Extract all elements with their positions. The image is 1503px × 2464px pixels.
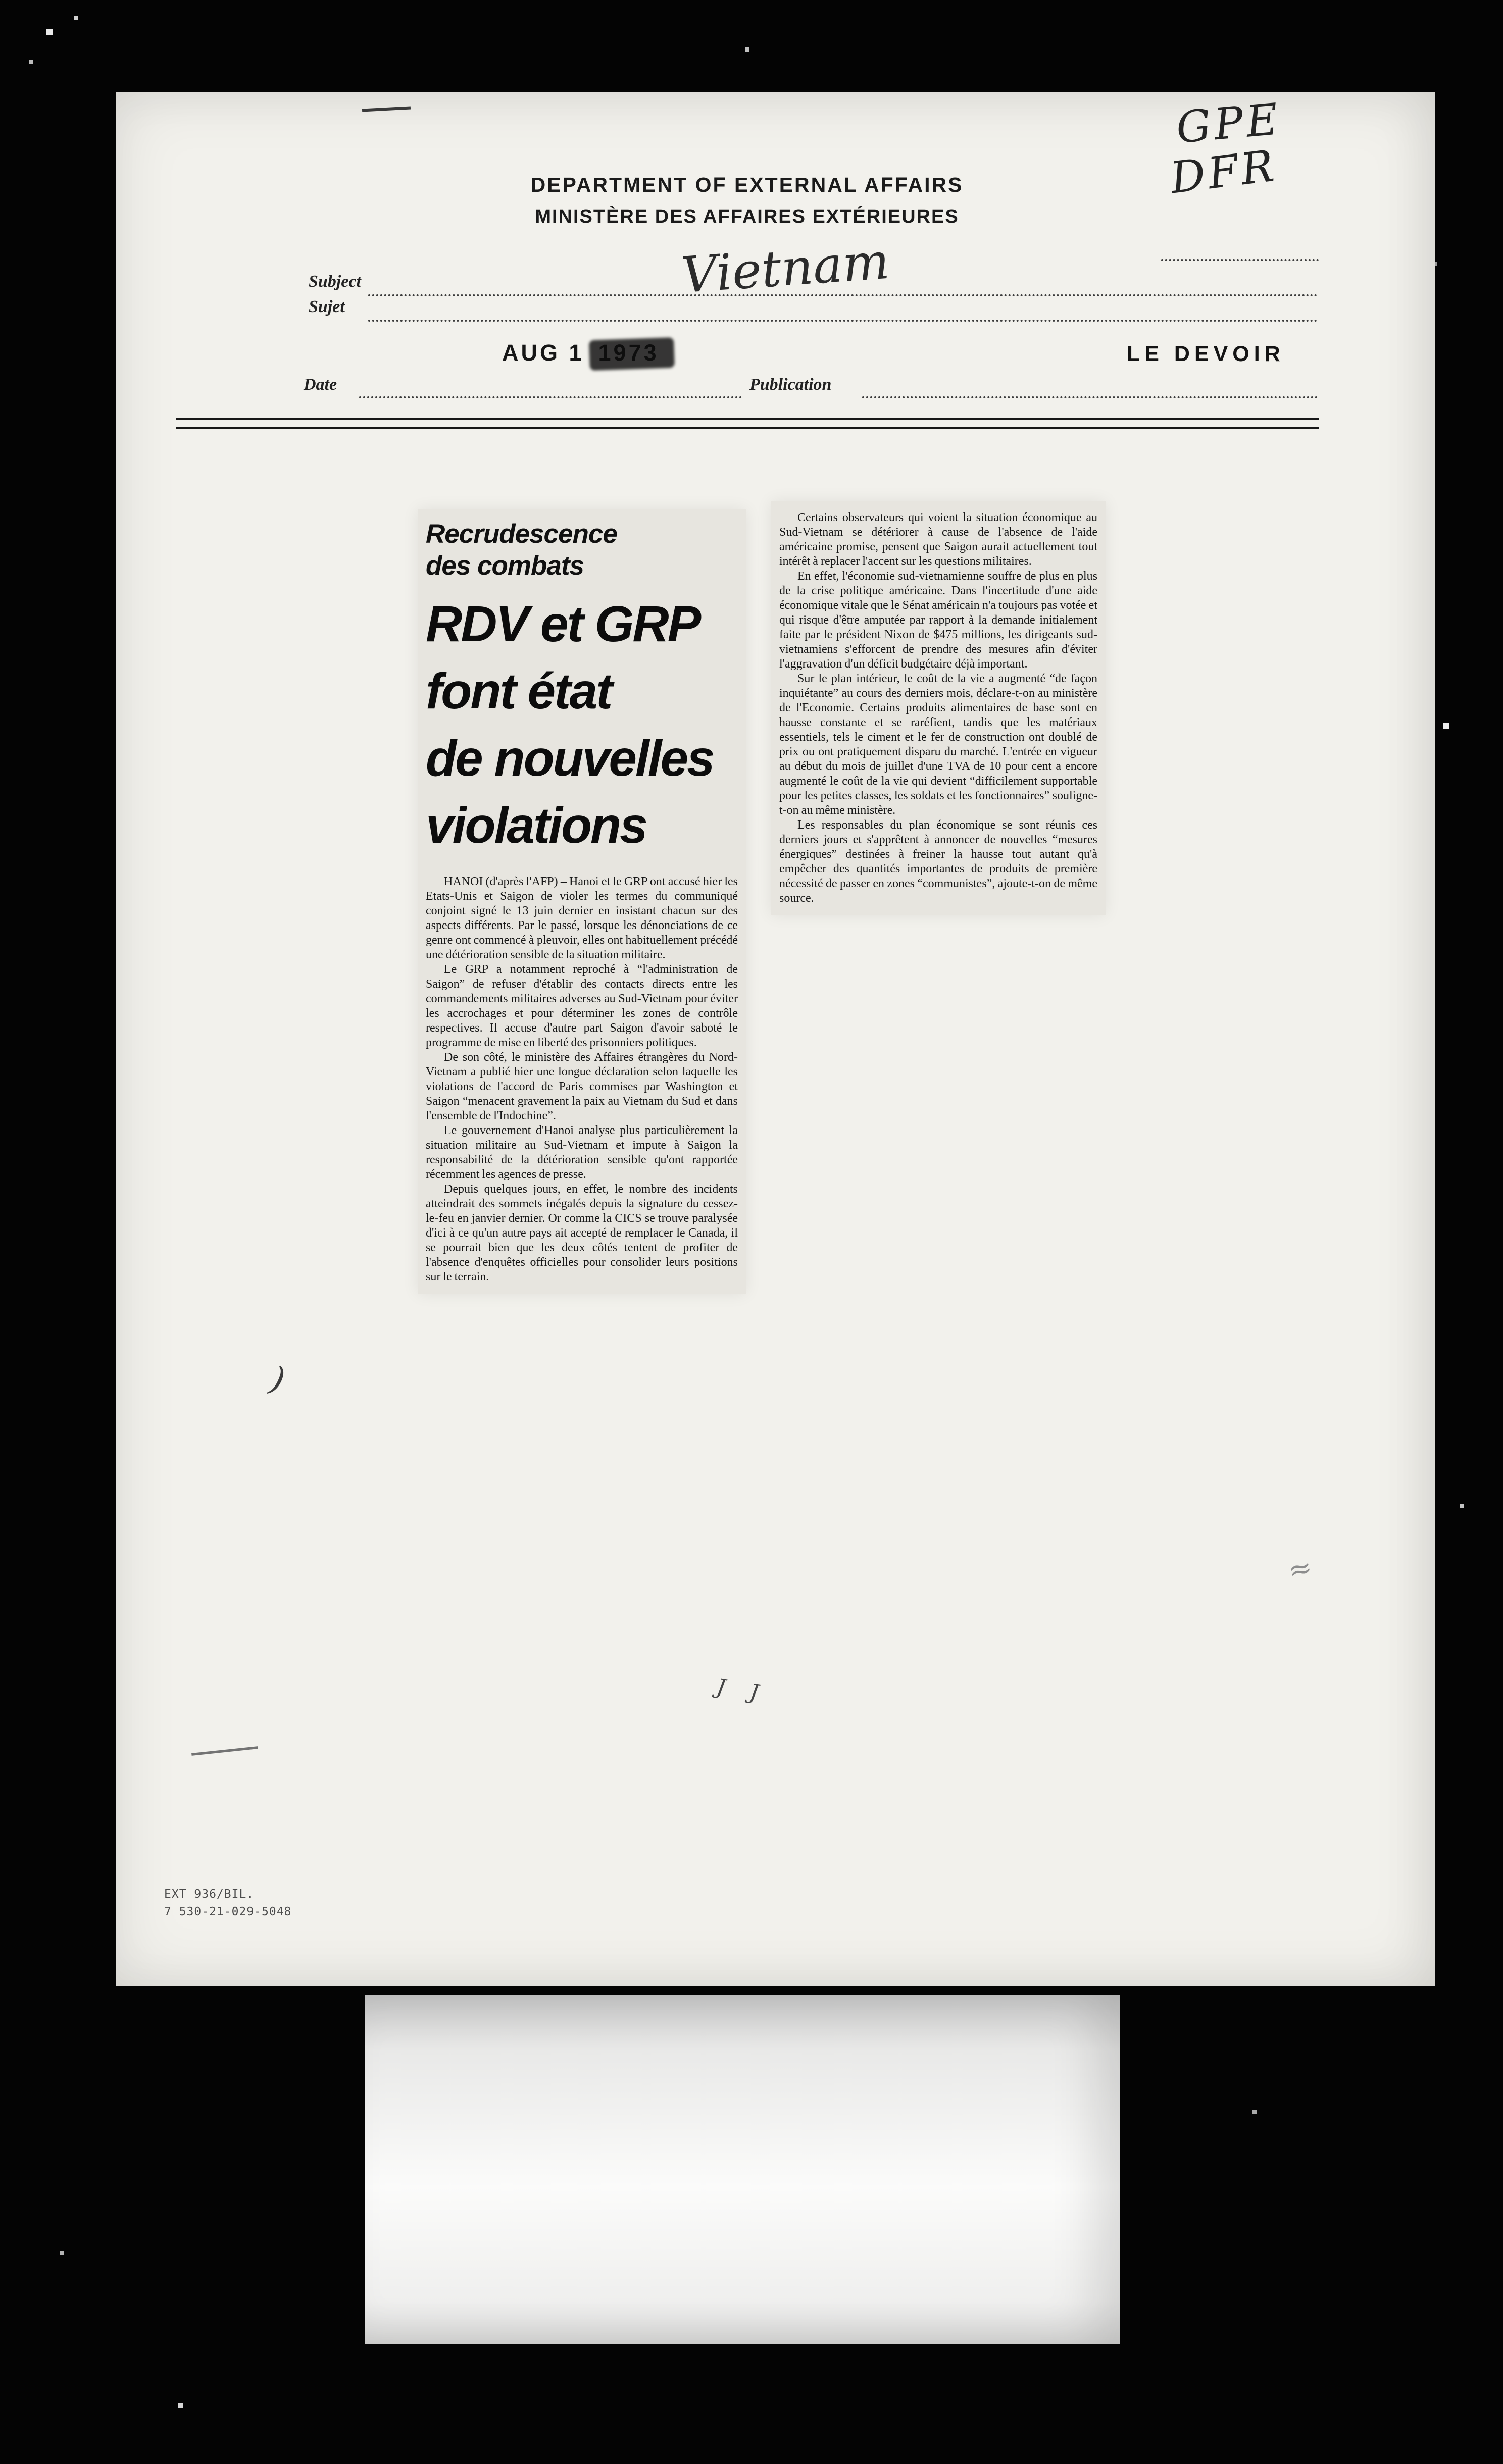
article-paragraph: Sur le plan intérieur, le coût de la vie a augmenté “de façon inquiétante” au cours des derniers mois, déclare-t-on au ministère de l'Economie. Certains produits alimentaires de base sont en hausse constante et se raréfient, tandis que les matériaux essentiels, tels le ciment et le fer de construction ont doublé de prix ou ont pratiquement disparu du marché. L'entrée en vigueur au début du mois de juillet d'une TVA de 10 pour cent a encore augmenté le coût de la vie qui devient “difficilement supportable pour les petites classes, les soldats et les fonctionnaires” souligne-t-on au même ministère.: [779, 672, 1097, 817]
ink-smudge: [589, 337, 675, 371]
subject-dotted-line: [368, 294, 1318, 296]
publication-label: Publication: [749, 375, 832, 394]
handwritten-annotation-dfr: DFR: [1167, 140, 1280, 204]
article-headline: [426, 591, 738, 859]
pen-bottom-marks: J J: [715, 1674, 770, 1707]
article-paragraph: De son côté, le ministère des Affaires étrangères du Nord-Vietnam a publié hier une longue déclaration selon laquelle les violations de l'accord de Paris commises par Washington et Saigon “menacent gravement la paix au Vietnam du Sud et dans l'ensemble de l'Indochine”.: [426, 1051, 738, 1123]
pencil-check-mark: ≈: [1285, 1550, 1316, 1588]
department-name-english: DEPARTMENT OF EXTERNAL AFFAIRS: [530, 173, 964, 196]
article-paragraph: Les responsables du plan économique se sont réunis ces derniers jours et s'apprêtent à annoncer de nouvelles “mesures énergiques” destinées à freiner la hausse tout autant qu'à empêcher des quantités importantes de produits de première nécessité de passer en zones “communistes”, ajoute-t-on de même source.: [779, 818, 1097, 905]
article-body-left: [426, 875, 738, 1285]
attached-blank-sheet: [365, 1995, 1120, 2344]
pen-dash-mark: [362, 106, 411, 112]
sujet-label: Sujet: [309, 297, 345, 316]
kicker-line: Recrudescence: [426, 519, 617, 549]
horizontal-rule-top: [176, 418, 1319, 420]
pen-margin-mark: ): [267, 1359, 289, 1400]
headline-line: RDV et GRP: [426, 596, 700, 653]
article-paragraph: En effet, l'économie sud-vietnamienne souffre de plus en plus de la crise politique américaine. Dans l'incertitude d'une aide économique vitale que le Sénat américain n'a toujours pas votée et qui risque d'être amputée par rapport à la demande initialement faite par le président Nixon de $475 millions, les dirigeants sud-vietnamiens s'efforcent de prendre des mesures afin d'éviter l'aggravation d'un déficit budgétaire déjà important.: [779, 570, 1097, 671]
article-paragraph: Le gouvernement d'Hanoi analyse plus particulièrement la situation militaire au Sud-Vietnam et impute à Saigon la responsabilité de la détérioration sensible qu'ont rapportée récemment les agences de presse.: [426, 1124, 738, 1182]
form-number-line2: 7 530-21-029-5048: [164, 1905, 292, 1918]
stamp-month-day: AUG 1: [502, 340, 584, 366]
form-number-line1: EXT 936/BIL.: [164, 1888, 255, 1901]
headline-line: violations: [426, 797, 646, 854]
article-paragraph: Certains observateurs qui voient la situation économique au Sud-Vietnam se détériorer à cause de l'absence de l'aide américaine promise, pensent que Saigon aurait actuellement tout intérêt à replacer l'accent sur les questions militaires.: [779, 511, 1097, 568]
article-body-right: [779, 510, 1097, 906]
department-name-french: MINISTÈRE DES AFFAIRES EXTÉRIEURES: [535, 206, 959, 227]
date-label: Date: [304, 375, 337, 394]
clipping-right-column: [771, 501, 1106, 915]
article-paragraph: HANOI (d'après l'AFP) – Hanoi et le GRP ont accusé hier les Etats-Unis et Saigon de violer les termes du communiqué conjoint signé le 13 juin dernier en insistant chacun sur des aspects différents. Par le passé, lorsque les dénonciations de ce genre ont commencé à pleuvoir, elles ont habituellement précédé une détérioration sensible de la situation militaire.: [426, 875, 738, 962]
subject-label: Subject: [309, 272, 361, 291]
document-page: [116, 92, 1435, 1986]
horizontal-rule-bottom: [176, 427, 1319, 429]
publication-stamp: LE DEVOIR: [1127, 342, 1285, 366]
handwritten-subject-value: Vietnam: [679, 232, 891, 305]
top-right-dotted-line: [1161, 259, 1319, 261]
publication-dotted-line: [862, 396, 1318, 398]
handwritten-annotation-gpe: GPE: [1174, 94, 1283, 153]
article-paragraph: Le GRP a notamment reproché à “l'administration de Saigon” de refuser d'établir des contacts directs entre les commandements militaires adverses au Sud-Vietnam pour éviter les accrochages et pour déterminer les zones de contrôle respectives. Il accuse d'autre part Saigon d'avoir saboté le programme de mise en liberté des prisonniers politiques.: [426, 963, 738, 1050]
date-dotted-line: [359, 396, 742, 398]
pencil-dash-mark: [191, 1746, 258, 1756]
kicker-line: des combats: [426, 550, 584, 581]
department-letterhead: [318, 173, 1176, 228]
form-number: [164, 1886, 291, 1920]
scan-dust-speckles: [0, 0, 2, 2]
headline-line: font état: [426, 663, 612, 720]
clipping-left-column: [418, 509, 746, 1294]
article-paragraph: Depuis quelques jours, en effet, le nombre des incidents atteindrait des sommets inégalés depuis la signature du cessez-le-feu en janvier dernier. Or comme la CICS se trouve paralysée d'ici à ce qu'un autre pays ait accepté de remplacer le Canada, il se pourrait bien que les deux côtés tentent de profiter de l'absence d'enquêtes officielles pour consolider leurs positions sur le terrain.: [426, 1183, 738, 1284]
article-kicker: [426, 519, 738, 582]
headline-line: de nouvelles: [426, 730, 714, 787]
sujet-dotted-line: [368, 320, 1318, 322]
